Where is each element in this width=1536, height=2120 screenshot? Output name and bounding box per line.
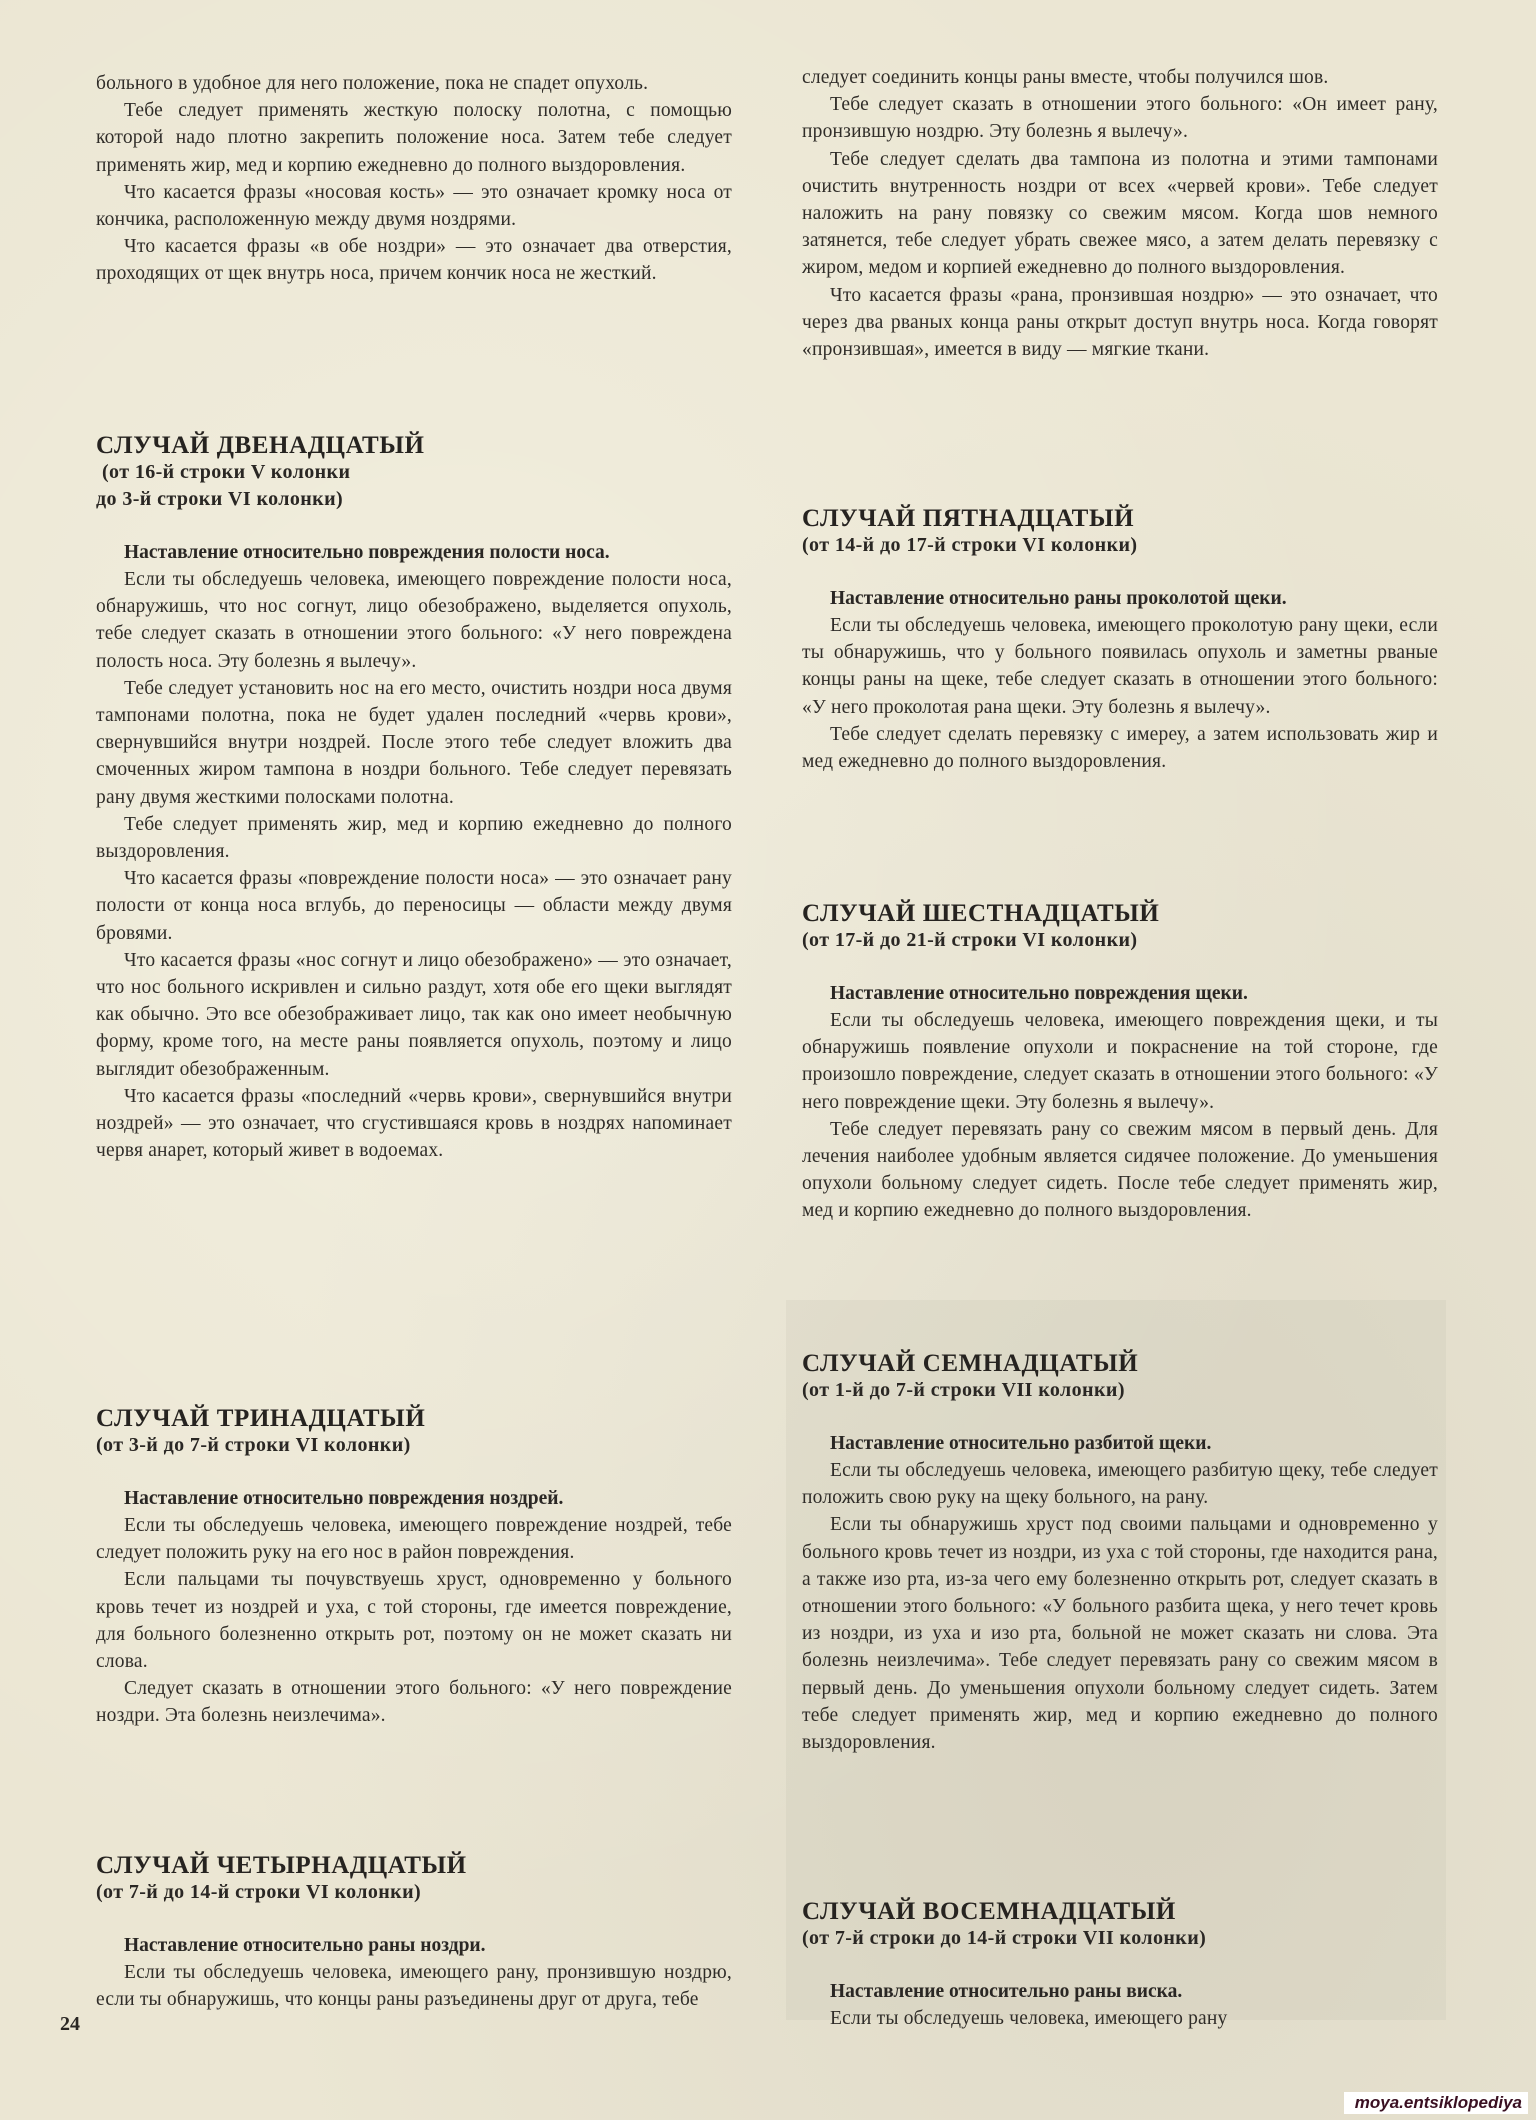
watermark (1344, 2092, 1528, 2114)
right-intro (802, 64, 1438, 363)
case-title: СЛУЧАЙ ПЯТНАДЦАТЫЙ (802, 505, 1135, 532)
paragraph: Следует сказать в отношении этого больного: «У него повреждение ноздри. Эта болезнь неизлечима». (96, 1678, 732, 1727)
paragraph: Что касается фразы «рана, пронзившая ноздрю» — это означает, что через два рваных конца раны открыт доступ внутрь носа. Когда говорят «пронзившая», имеется в виду — мягкие ткани. (802, 284, 1438, 361)
case-instruction: Наставление относительно повреждения полости носа. (124, 542, 610, 563)
case-instruction: Наставление относительно разбитой щеки. (830, 1433, 1212, 1454)
paragraph: Если ты обследуешь человека, имеющего повреждение полости носа, обнаружишь, что нос согнут, лицо обезображено, выделяется опухоль, тебе следует сказать в отношении этого больного: «У него повреждена полость носа. Эту болезнь я вылечу». (96, 569, 732, 672)
case-instruction: Наставление относительно раны проколотой щеки. (830, 588, 1287, 609)
case-title: СЛУЧАЙ ВОСЕМНАДЦАТЫЙ (802, 1898, 1176, 1925)
paragraph: Тебе следует установить нос на его место, очистить ноздри носа двумя тампонами полотна, пока не будет удален последний «червь крови», свернувшийся внутри ноздрей. После этого тебе следует вложить два смоченных жиром тампона в ноздри больного. Тебе следует перевязать рану двумя жесткими полосками полотна. (96, 677, 732, 808)
paragraph: Тебе следует сделать перевязку с имереу, а затем использовать жир и мед ежедневно до полного выздоровления. (802, 723, 1438, 773)
case-title: СЛУЧАЙ СЕМНАДЦАТЫЙ (802, 1350, 1139, 1377)
paragraph: Что касается фразы «носовая кость» — это означает кромку носа от кончика, расположенную между двумя ноздрями. (96, 181, 732, 231)
paragraph: Тебе следует применять жир, мед и корпию ежедневно до полного выздоровления. (96, 813, 732, 863)
case-title: СЛУЧАЙ ЧЕТЫРНАДЦАТЫЙ (96, 1852, 467, 1879)
paragraph: Что касается фразы «нос согнут и лицо обезображено» — это означает, что нос больного искривлен и сильно раздут, хотя обе его щеки выглядят как обычно. Это все обезображивает лицо, так как оно имеет необычную форму, кроме того, на месте раны появляется опухоль, поэтому и лицо выглядит обезображенным. (96, 949, 732, 1080)
case-range: (от 3-й до 7-й строки VI колонки) (96, 1434, 411, 1456)
case-title: СЛУЧАЙ ДВЕНАДЦАТЫЙ (96, 432, 425, 459)
case-15-section (802, 505, 1438, 775)
case-range: до 3-й строки VI колонки) (96, 488, 344, 510)
case-title: СЛУЧАЙ ШЕСТНАДЦАТЫЙ (802, 900, 1160, 927)
case-instruction: Наставление относительно раны виска. (830, 1981, 1183, 2002)
case-18-section (802, 1898, 1438, 2032)
paragraph: больного в удобное для него положение, пока не спадет опухоль. (96, 73, 649, 94)
paragraph: Если ты обследуешь человека, имеющего рану, пронзившую ноздрю, если ты обнаружишь, что концы раны разъединены друг от друга, тебе (96, 1962, 732, 2011)
paragraph: Что касается фразы «повреждение полости носа» — это означает рану полости от конца носа вглубь, до переносицы — области между двумя бровями. (96, 868, 732, 944)
case-13-section (96, 1405, 732, 1730)
paragraph: следует соединить концы раны вместе, чтобы получился шов. (802, 67, 1329, 88)
case-range: (от 16-й строки V колонки (102, 461, 351, 483)
case-range: (от 7-й до 14-й строки VI колонки) (96, 1881, 422, 1903)
paragraph: Что касается фразы «последний «червь крови», свернувшийся внутри ноздрей» — это означает, что сгустившаяся кровь в ноздрях напоминает червя анарет, который живет в водоемах. (96, 1085, 732, 1162)
page-number: 24 (60, 2013, 80, 2035)
watermark-text: moya.entsiklopediya (1354, 2093, 1522, 2112)
case-range: (от 7-й строки до 14-й строки VII колонки) (802, 1927, 1207, 1949)
paragraph: Если ты обследуешь человека, имеющего повреждение ноздрей, тебе следует положить руку на его нос в район повреждения. (96, 1515, 732, 1564)
paragraph: Если ты обнаружишь хруст под своими пальцами и одновременно у больного кровь течет из ноздри, из уха с той стороны, где находится рана, а также изо рта, из-за чего ему болезненно открыть рот, следует сказать в отношении этого больного: «У больного разбита щека, у него течет кровь из ноздри, из уха и изо рта, больной не может сказать ни слова. Эта болезнь неизлечима». Тебе следует перевязать рану со свежим мясом в первый день. До уменьшения опухоли больному следует сидеть. Затем тебе следует применять жир, мед и корпию ежедневно до полного выздоровления. (802, 1514, 1438, 1754)
case-instruction: Наставление относительно повреждения ноздрей. (124, 1488, 564, 1509)
paragraph: Если ты обследуешь человека, имеющего рану (830, 2008, 1228, 2029)
paragraph: Тебе следует сделать два тампона из полотна и этими тампонами очистить внутренность ноздри от всех «червей крови». Тебе следует наложить на рану повязку со свежим мясом. Когда шов немного затянется, тебе следует убрать свежее мясо, а затем делать перевязку с жиром, медом и корпией ежедневно до полного выздоровления. (802, 148, 1438, 279)
paragraph: Если пальцами ты почувствуешь хруст, одновременно у больного кровь течет из ноздрей и уха, с той стороны, где имеется повреждение, для больного болезненно открыть рот, поэтому он не может сказать ни слова. (96, 1569, 732, 1673)
case-instruction: Наставление относительно повреждения щеки. (830, 983, 1248, 1004)
paragraph: Если ты обследуешь человека, имеющего разбитую щеку, тебе следует положить свою руку на щеку больного, на рану. (802, 1460, 1438, 1509)
case-14-section (96, 1852, 732, 2013)
case-range: (от 1-й до 7-й строки VII колонки) (802, 1379, 1125, 1401)
left-intro (96, 70, 732, 288)
paragraph: Тебе следует сказать в отношении этого больного: «Он имеет рану, пронзившую ноздрю. Эту болезнь я вылечу». (802, 94, 1438, 143)
case-16-section (802, 900, 1438, 1225)
paragraph: Если ты обследуешь человека, имеющего проколотую рану щеки, если ты обнаружишь, что у больного появилась опухоль и заметны рваные концы раны на щеке, тебе следует сказать в отношении этого больного: «У него проколотая рана щеки. Эту болезнь я вылечу». (802, 615, 1438, 718)
case-instruction: Наставление относительно раны ноздри. (124, 1935, 486, 1956)
paragraph: Тебе следует применять жесткую полоску полотна, с помощью которой надо плотно закрепить положение носа. Затем тебе следует применять жир, мед и корпию ежедневно до полного выздоровления. (96, 100, 732, 176)
paragraph: Тебе следует перевязать рану со свежим мясом в первый день. Для лечения наиболее удобным является сидячее положение. До уменьшения опухоли больному следует сидеть. После тебе следует применять жир, мед и корпию ежедневно до полного выздоровления. (802, 1118, 1438, 1222)
paragraph: Если ты обследуешь человека, имеющего повреждения щеки, и ты обнаружишь появление опухоли и покраснение на той стороне, где произошло повреждение, следует сказать в отношении этого больного: «У него повреждение щеки. Эту болезнь я вылечу». (802, 1010, 1438, 1113)
case-title: СЛУЧАЙ ТРИНАДЦАТЫЙ (96, 1405, 426, 1432)
case-12-section (96, 432, 732, 1164)
case-17-section (802, 1350, 1438, 1756)
case-range: (от 14-й до 17-й строки VI колонки) (802, 534, 1138, 556)
paragraph: Что касается фразы «в обе ноздри» — это означает два отверстия, проходящих от щек внутрь носа, причем кончик носа не жесткий. (96, 236, 732, 285)
case-range: (от 17-й до 21-й строки VI колонки) (802, 929, 1138, 951)
